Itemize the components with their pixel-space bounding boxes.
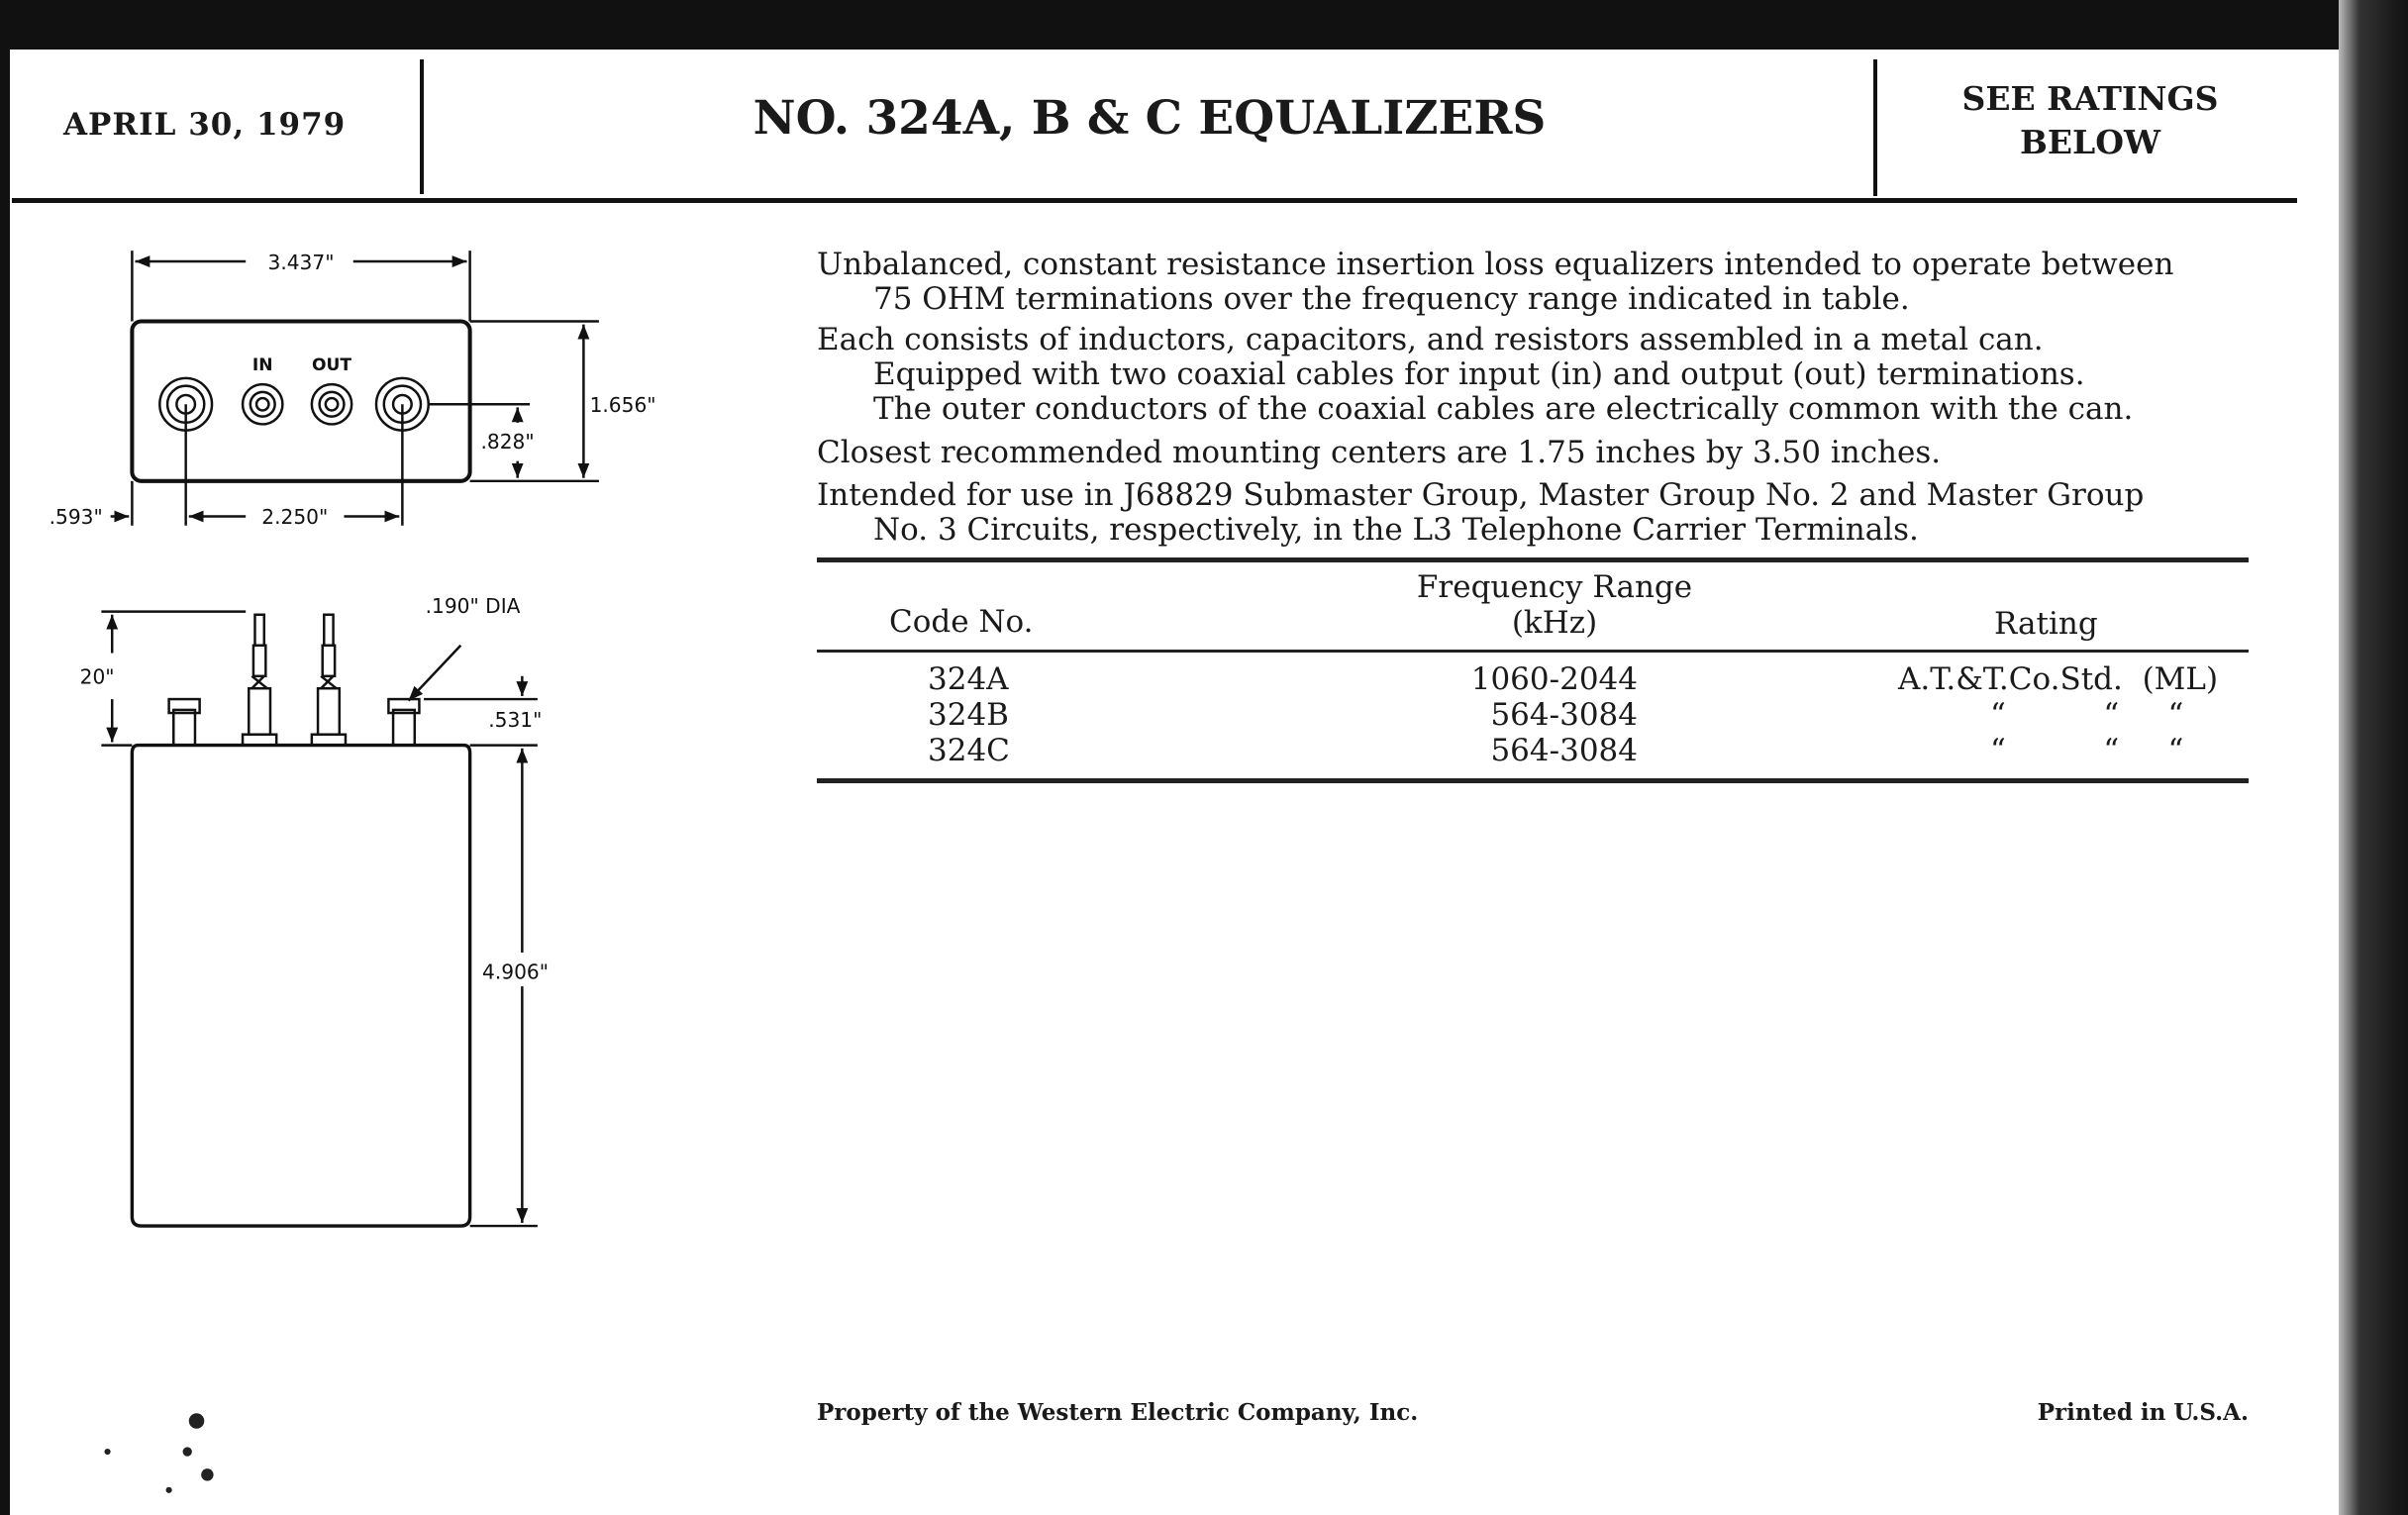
cell-rating: “ “ “: [1990, 697, 2184, 733]
footer-property: Property of the Western Electric Company, Inc.: [817, 1399, 1419, 1426]
coax-connector-out: [312, 384, 351, 424]
description-paragraph-4: [817, 478, 2249, 548]
table-top-rule: [817, 557, 2249, 562]
dim-spacing: 2.250": [261, 505, 329, 530]
description-paragraph-1: [817, 248, 2249, 317]
label-in: IN: [251, 355, 273, 376]
table-row: [817, 733, 2249, 768]
dim-half-height: .828": [480, 430, 535, 454]
dim-can-height: 4.906": [482, 960, 550, 984]
coax-cable-in: [243, 615, 276, 746]
col-header-frequency-line1: Frequency Range: [1416, 569, 1693, 605]
coax-cable-out: [312, 615, 346, 746]
cell-rating: “ “ “: [1990, 733, 2184, 768]
text-line: Unbalanced, constant resistance insertion loss equalizers intended to operate between: [817, 247, 2174, 282]
description-paragraph-3: [817, 436, 2249, 470]
dim-width: 3.437": [267, 250, 335, 274]
cell-rating: A.T.&T.Co.Std. (ML): [1898, 661, 2219, 697]
dim-height: 1.656": [589, 393, 656, 418]
label-out: OUT: [312, 355, 352, 376]
page-title: NO. 324A, B & C EQUALIZERS: [752, 91, 1547, 146]
col-header-code: Code No.: [889, 604, 1034, 640]
cell-code: 324A: [928, 661, 1009, 697]
ratings-note-line2: BELOW: [2019, 123, 2161, 161]
text-line: 75 OHM terminations over the frequency range indicated in table.: [873, 281, 1910, 317]
cell-frequency: 564-3084: [1490, 733, 1638, 768]
dim-stud-height: .531": [488, 707, 543, 732]
text-line: Closest recommended mounting centers are 1.75 inches by 3.50 inches.: [817, 435, 1942, 470]
ratings-note-line1: SEE RATINGS: [1961, 79, 2219, 118]
text-line: Each consists of inductors, capacitors, and resistors assembled in a metal can.: [817, 322, 2044, 357]
cell-frequency: 1060-2044: [1470, 661, 1638, 697]
dim-stud-diameter: .190" DIA: [425, 594, 521, 619]
text-line: The outer conductors of the coaxial cables are electrically common with the can.: [873, 391, 2134, 427]
cell-frequency: 564-3084: [1490, 697, 1638, 733]
dim-offset: .593": [49, 505, 103, 530]
coax-connector-in: [243, 384, 282, 424]
col-header-frequency: [1356, 569, 1753, 641]
cell-code: 324B: [928, 697, 1009, 733]
top-view: [111, 251, 599, 526]
issue-date: APRIL 30, 1979: [63, 107, 347, 143]
table-row: [817, 697, 2249, 733]
col-header-rating: Rating: [1994, 606, 2098, 642]
text-line: Equipped with two coaxial cables for input (in) and output (out) terminations.: [873, 356, 2085, 392]
text-line: No. 3 Circuits, respectively, in the L3 Telephone Carrier Terminals.: [873, 512, 1919, 548]
col-header-frequency-line2: (kHz): [1511, 605, 1598, 641]
side-view: [101, 612, 537, 1226]
description-paragraph-2: [817, 323, 2249, 427]
table-header-rule: [817, 650, 2249, 653]
dim-cable-length: 20": [79, 664, 115, 689]
cell-code: 324C: [928, 733, 1010, 768]
table-row: [817, 661, 2249, 697]
scan-smudge: [104, 1413, 213, 1493]
text-line: Intended for use in J68829 Submaster Group, Master Group No. 2 and Master Group: [817, 477, 2145, 513]
footer-printed: Printed in U.S.A.: [2037, 1399, 2249, 1426]
stud-left: [169, 699, 200, 746]
table-bottom-rule: [817, 778, 2249, 783]
table-body: [817, 661, 2249, 768]
stud-right: [388, 699, 419, 746]
